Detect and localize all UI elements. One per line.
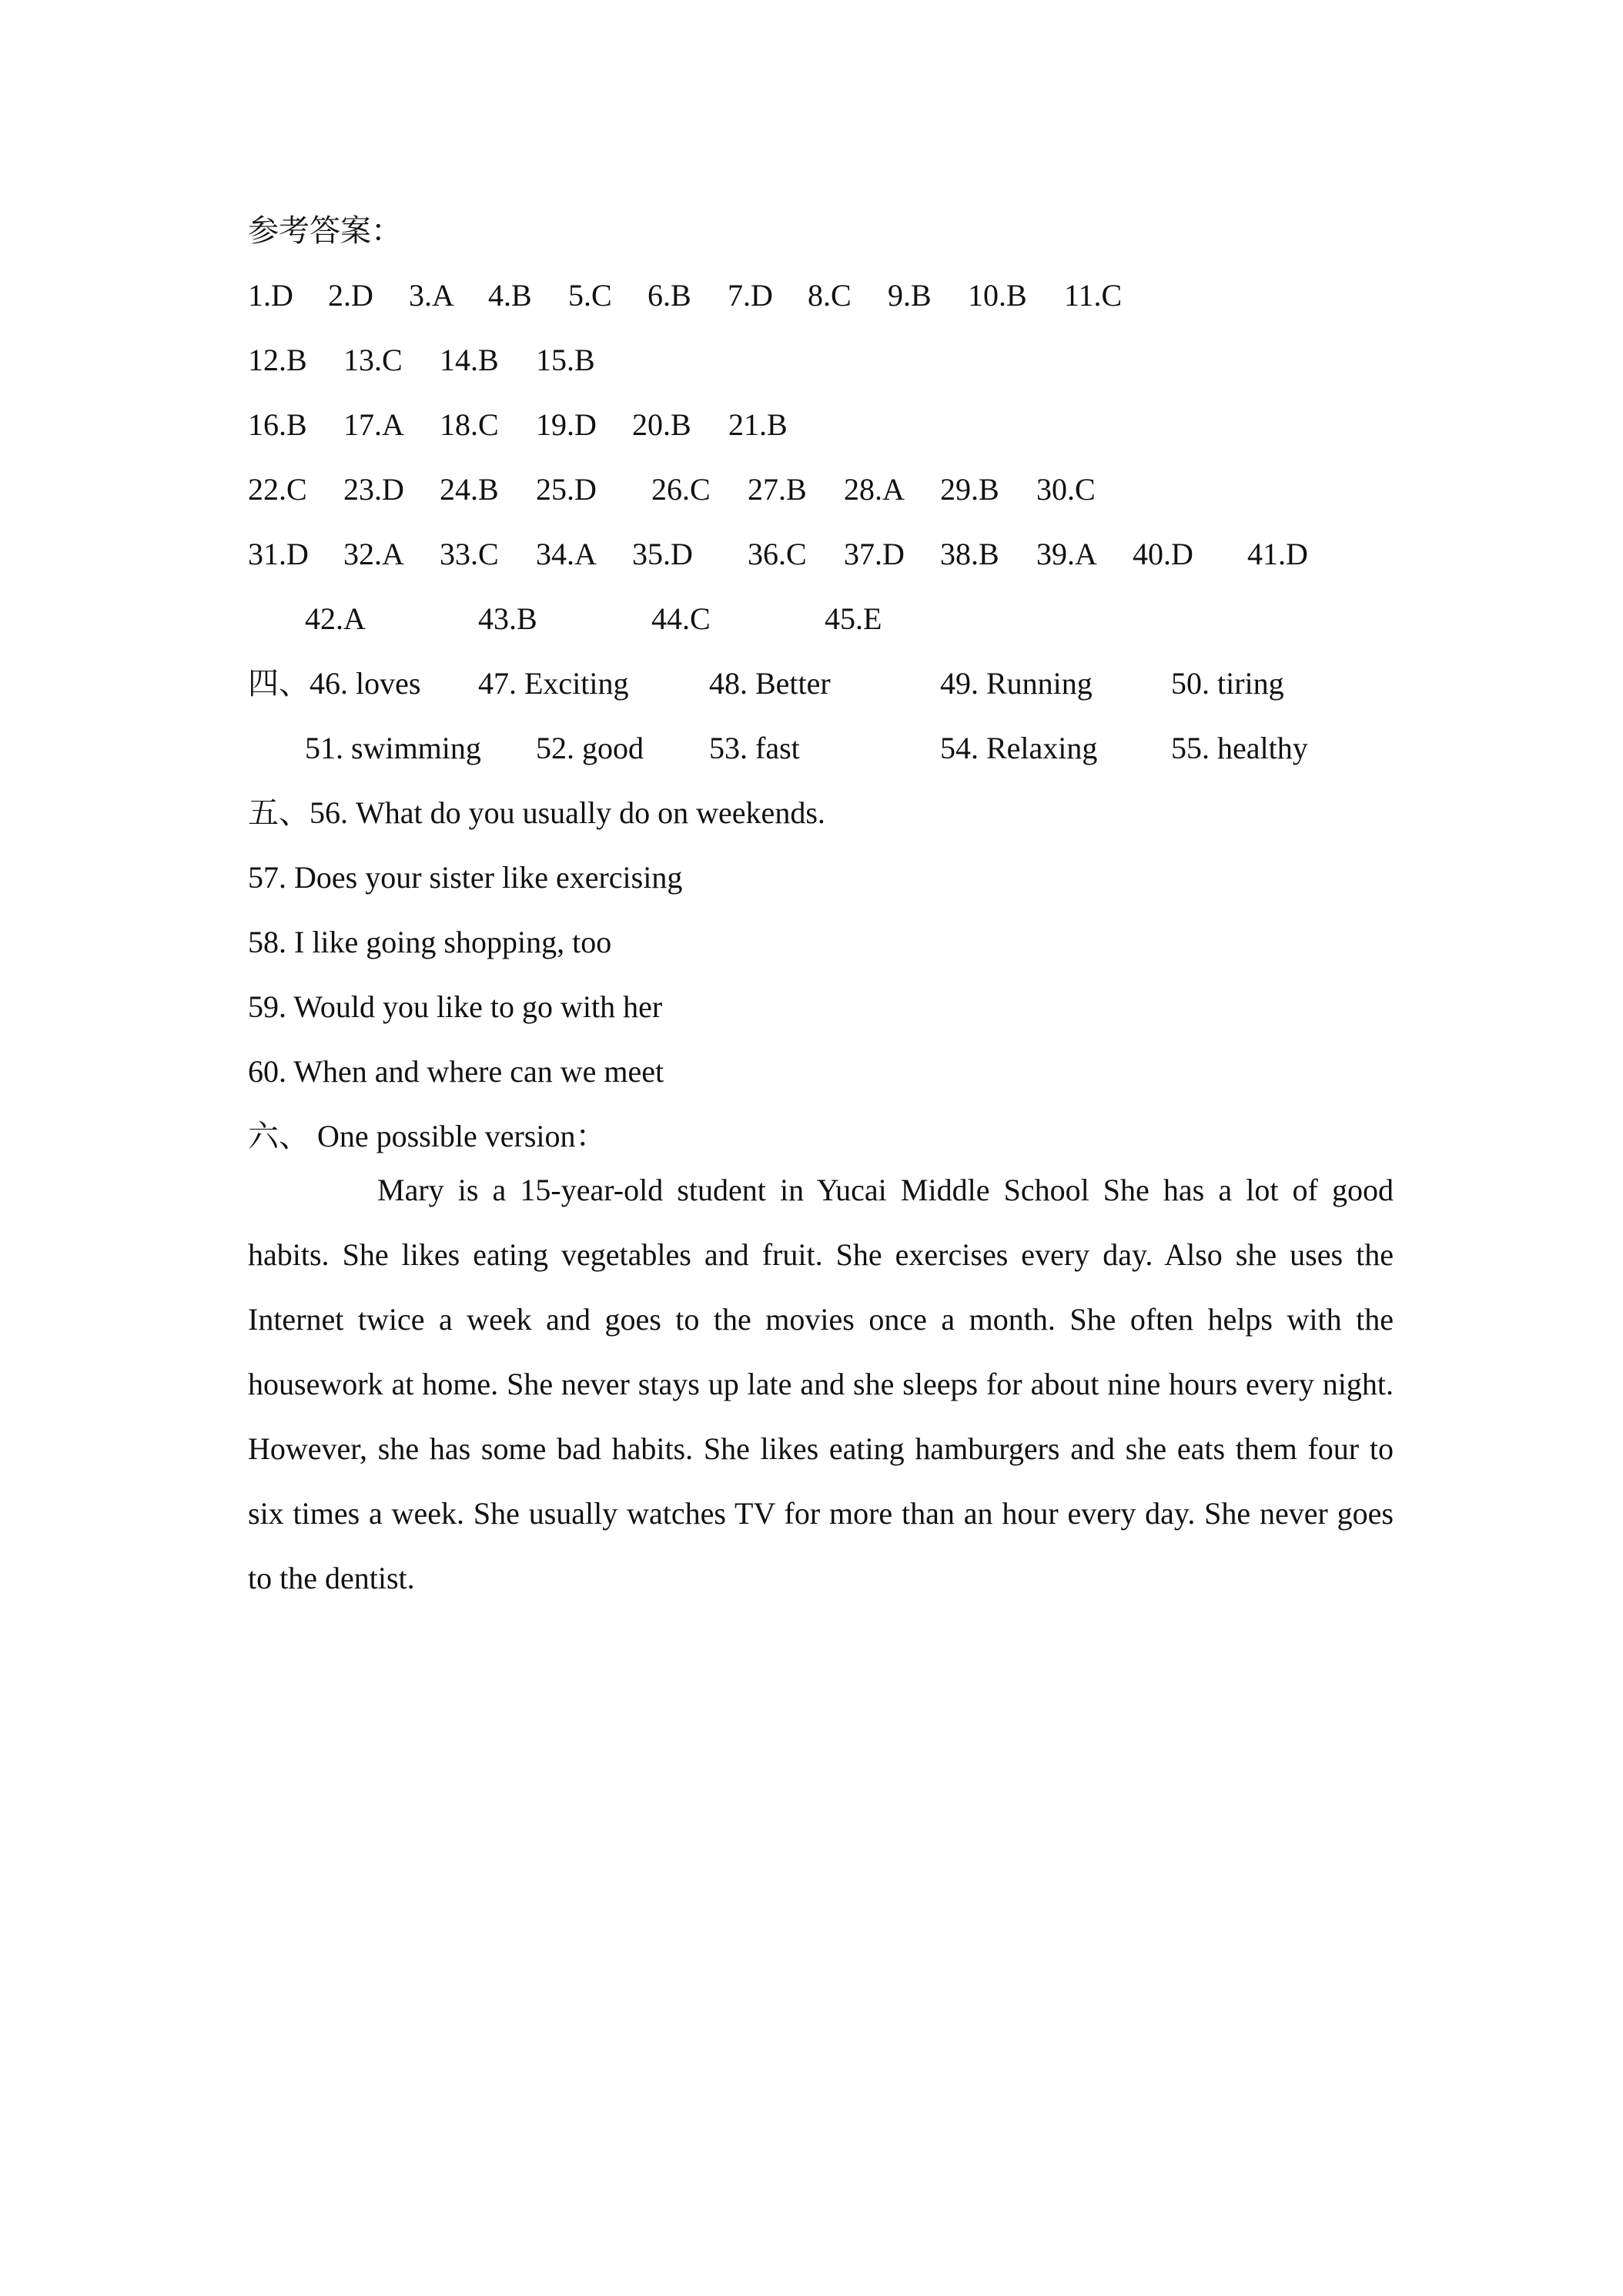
answer-item: 25.D (536, 472, 597, 507)
section-5-text: 59. Would you like to go with her (248, 989, 663, 1024)
section-5-text: 57. Does your sister like exercising (248, 860, 683, 895)
answer-item: 41.D (1247, 537, 1308, 571)
answer-item: 28.A (844, 472, 905, 507)
answer-item: 44.C (651, 601, 711, 636)
answer-item: 49. Running (940, 666, 1093, 701)
answer-item: 29.B (940, 472, 999, 507)
answer-item: 1.D (248, 278, 293, 313)
answer-item: 43.B (478, 601, 537, 636)
answer-item: 38.B (940, 537, 999, 571)
answer-item: 37.D (844, 537, 905, 571)
answer-item: 26.C (651, 472, 711, 507)
answer-item: 20.B (632, 407, 691, 442)
answer-item: 24.B (440, 472, 499, 507)
answer-item: 34.A (536, 537, 597, 571)
answer-item: 45.E (825, 601, 882, 636)
answer-item: 42.A (305, 601, 366, 636)
answer-item: 30.C (1036, 472, 1096, 507)
answer-item: 4.B (488, 278, 532, 313)
section-6-heading-text: 六、 One possible version： (248, 1119, 607, 1153)
answer-item: 14.B (440, 343, 499, 377)
answer-item: 6.B (648, 278, 691, 313)
answer-item: 18.C (440, 407, 499, 442)
answer-item: 52. good (536, 731, 644, 765)
answer-item: 47. Exciting (478, 666, 629, 701)
answer-item: 23.D (343, 472, 404, 507)
answer-item: 51. swimming (305, 731, 481, 765)
section-5-text: 60. When and where can we meet (248, 1054, 664, 1089)
answer-item: 40.D (1133, 537, 1193, 571)
answer-item: 13.C (343, 343, 403, 377)
answer-item: 54. Relaxing (940, 731, 1098, 765)
answer-item: 5.C (568, 278, 612, 313)
answer-item: 39.A (1036, 537, 1097, 571)
answer-item: 32.A (343, 537, 404, 571)
answer-item: 15.B (536, 343, 595, 377)
answer-item: 33.C (440, 537, 499, 571)
answer-item: 27.B (748, 472, 807, 507)
title-text: 参考答案： (248, 213, 402, 248)
answer-item: 36.C (748, 537, 807, 571)
essay-paragraph: Mary is a 15-year-old student in Yucai Middle School She has a lot of good habits. She likes eating vegetables and fruit. She exercises every day. Also she uses the Internet twice a week and goes to the movies once a month. She often helps with the housework at home. She never stays up late and she sleeps for about nine hours every night. However, she has some bad habits. She likes eating hamburgers and she eats them four to six times a week. She usually watches TV for more than an hour every day. She never goes to the dentist. (248, 1173, 1394, 1595)
section-5-text: 五、56. What do you usually do on weekends. (248, 795, 825, 830)
answer-item: 16.B (248, 407, 307, 442)
section-5-text: 58. I like going shopping, too (248, 925, 612, 959)
answer-item: 7.D (728, 278, 773, 313)
answer-item: 9.B (888, 278, 932, 313)
answer-item: 10.B (968, 278, 1027, 313)
answer-item: 31.D (248, 537, 309, 571)
answer-item: 2.D (328, 278, 373, 313)
answer-item: 19.D (536, 407, 597, 442)
answer-item: 11.C (1064, 278, 1123, 313)
answer-item: 21.B (728, 407, 788, 442)
answer-item: 17.A (343, 407, 404, 442)
answer-item: 22.C (248, 472, 307, 507)
answer-item: 48. Better (709, 666, 831, 701)
answer-item: 55. healthy (1171, 731, 1308, 765)
answer-item: 四、46. loves (248, 666, 421, 701)
answer-item: 53. fast (709, 731, 800, 765)
answer-item: 50. tiring (1171, 666, 1284, 701)
answer-item: 3.A (409, 278, 454, 313)
answer-item: 12.B (248, 343, 307, 377)
answer-item: 35.D (632, 537, 693, 571)
answer-item: 8.C (808, 278, 852, 313)
